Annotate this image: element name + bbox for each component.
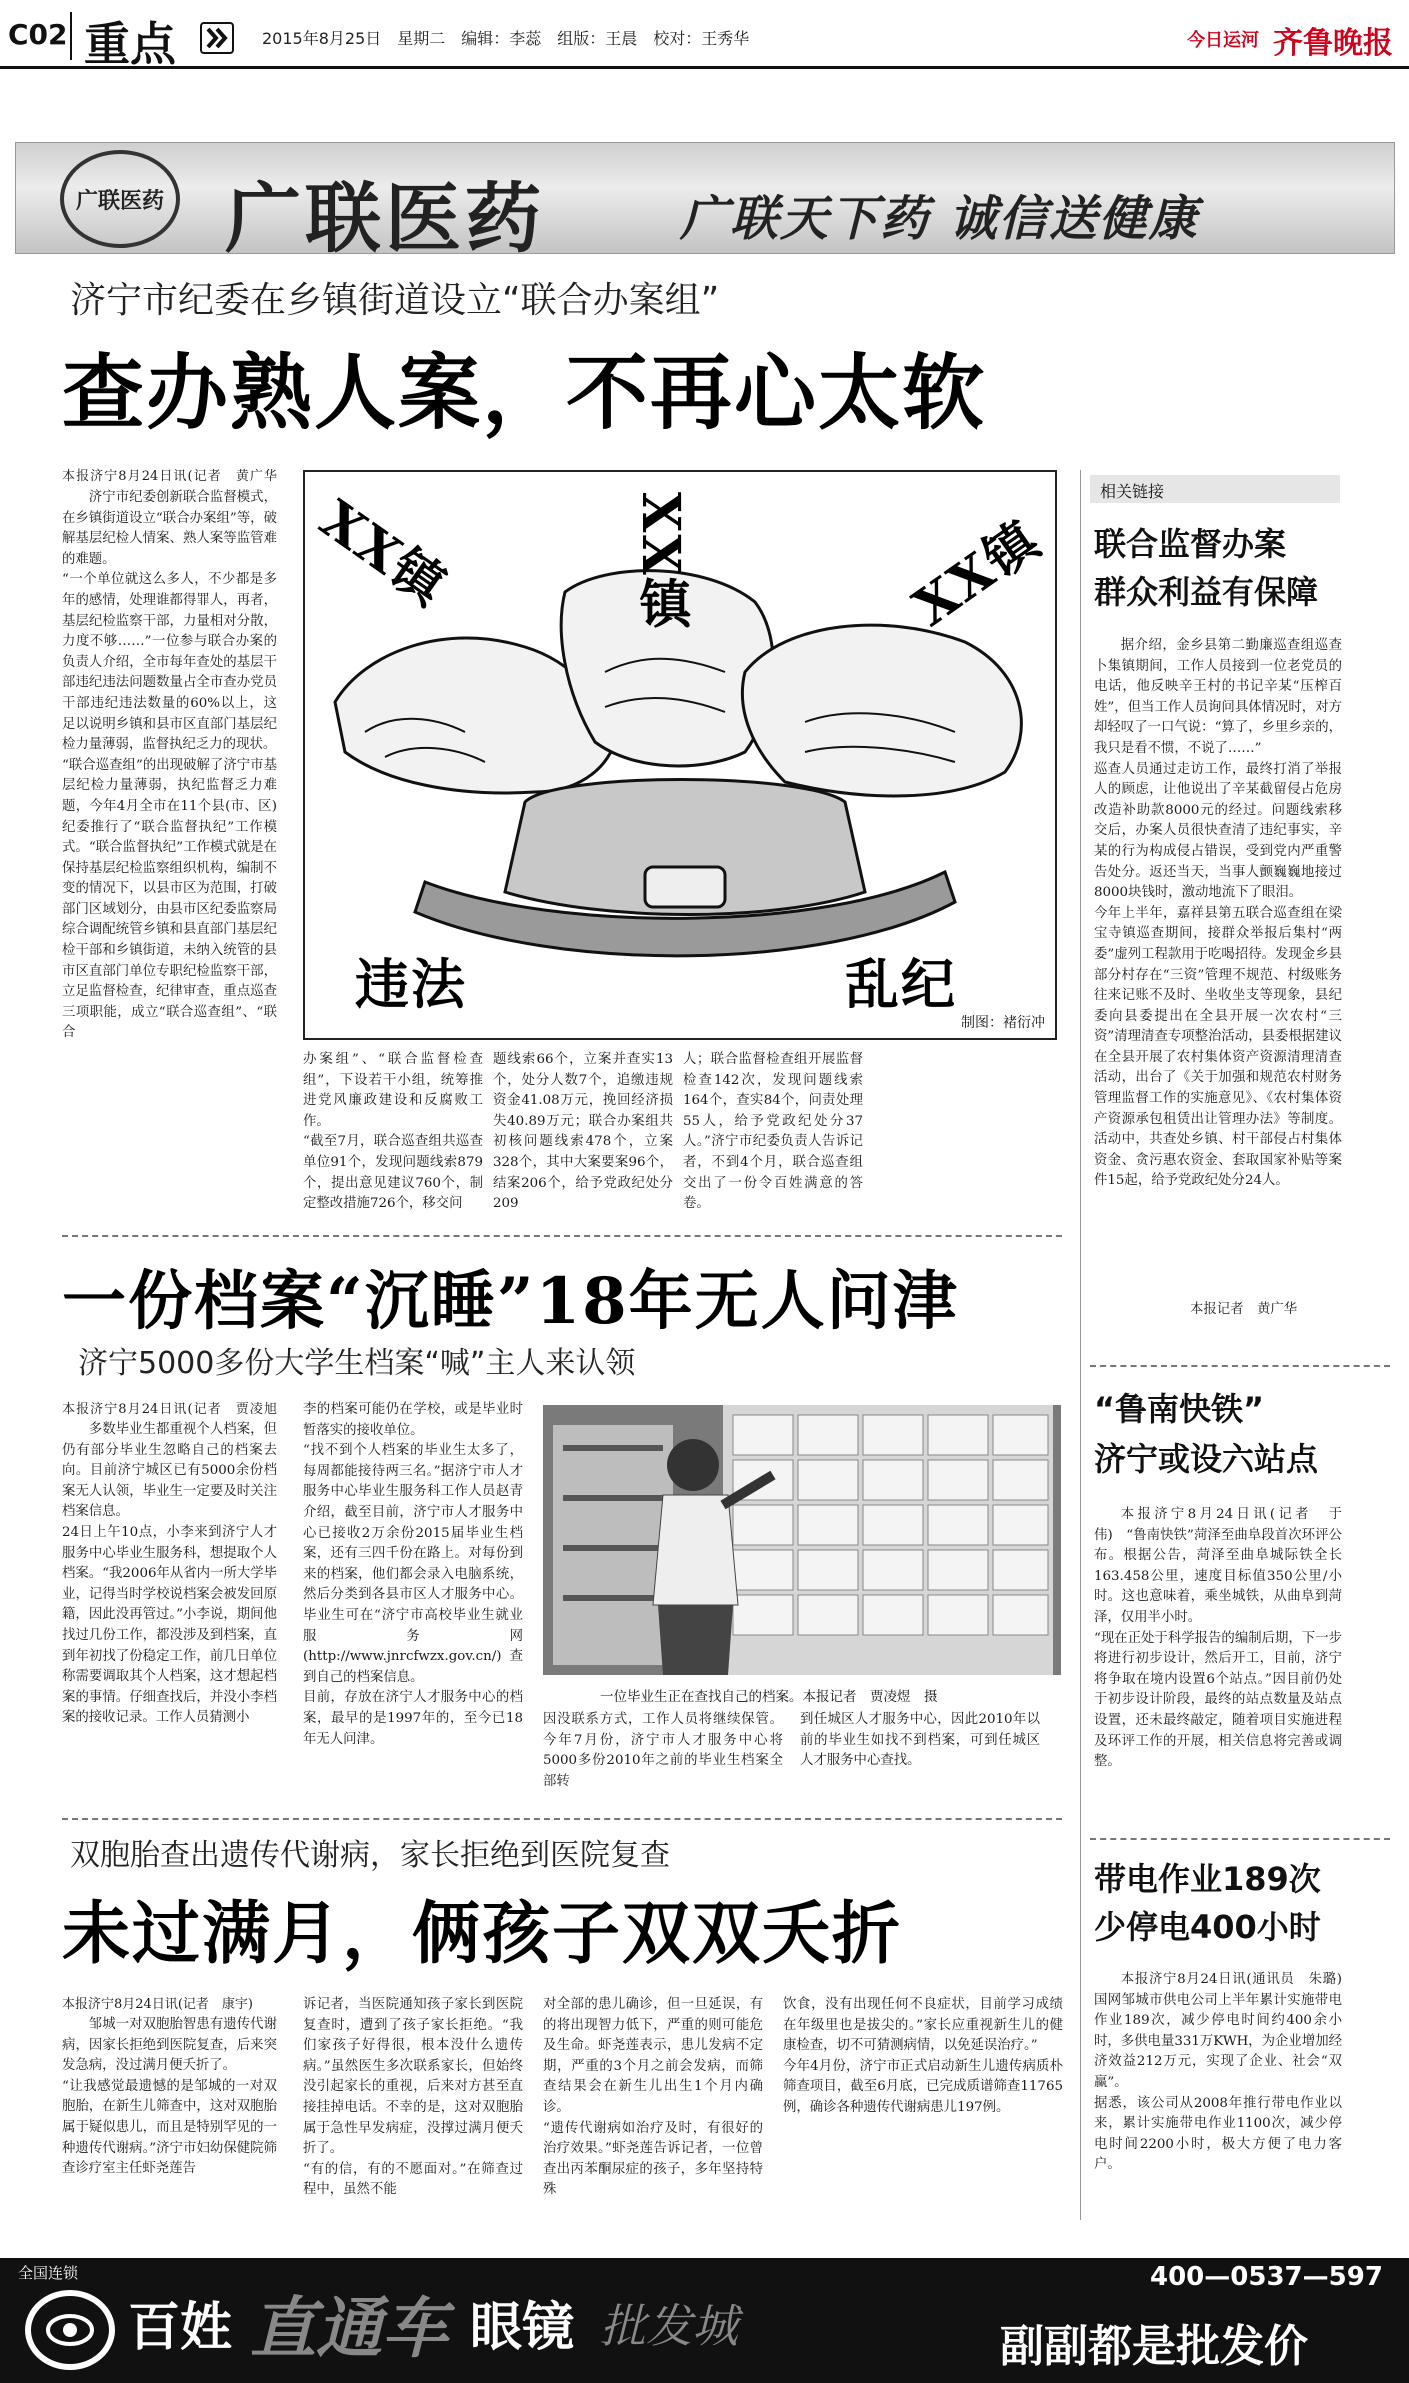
cartoon-label-right-fist: XX镇	[902, 508, 1052, 639]
story3-byline: 本报济宁8月24日讯(记者 康宇)	[62, 1997, 253, 2012]
footer-product: 眼镜	[470, 2298, 575, 2358]
story3-kicker: 双胞胎查出遗传代谢病，家长拒绝到医院复查	[70, 1838, 670, 1873]
story3-column-4: 饮食，没有出现任何不良症状，目前学习成绩在年级里也是拔尖的。”家长应重视新生儿的健康检查，切不可猜测病情，以免延误治疗。” 今年4月份，济宁市正式启动新生儿遗传病质朴筛查项目，截至6月底，已完成质谱筛查11765例，确诊各种遗传代谢病患儿197例。	[783, 1997, 1063, 2115]
section-title: 重点	[84, 17, 176, 71]
page-number: C02	[8, 18, 68, 51]
story1-column-3: 题线索66个，立案并查实13个，处分人数7个，追缴违规资金41.08万元，挽回经济损失40.89万元；联合办案组共初核问题线索478个，立案328个，其中大案要案96个，结案206个，给予党政纪处分209	[493, 1052, 673, 1212]
sidebar2-title-line2: 济宁或设六站点	[1094, 1440, 1319, 1478]
footer-slogan: 副副都是批发价	[1000, 2321, 1308, 2372]
ad-logo-seal	[60, 150, 180, 248]
sidebar1-title-line1: 联合监督办案	[1094, 525, 1287, 563]
footer-tag: 全国连锁	[18, 2264, 79, 2282]
archive-photo-drawing	[543, 1405, 1061, 1675]
footer-suffix: 批发城	[600, 2299, 738, 2353]
sidebar-divider-2	[1090, 1838, 1390, 1840]
ad-title: 广联医药	[225, 174, 545, 263]
story1-column-1: 济宁市纪委创新联合监督模式，在乡镇街道设立“联合办案组”等，破解基层纪检人情案、熟人案等监管难的难题。 “一个单位就这么多人，不少都是多年的感情，处理谁都得罪人，再者，基层纪检监察干部，力量相对分散，力度不够……”一位参与联合办案的负责人介绍，全市每年查处的基层干部违纪违法问题数量占全市查办党员干部违纪违法数量的60%以上，这足以说明乡镇和县市区直部门基层纪检力量薄弱，监督执纪乏力的现状。 “联合巡查组”的出现破解了济宁市基层纪检力量薄弱，执纪监督乏力难题，今年4月全市在11个县(市、区)纪委推行了“联合监督执纪”工作模式。“联合监督执纪”工作模式就是在保持基层纪检监察组织机构，编制不变的情况下，以县市区为范围，打破部门区域划分，由县市区纪委监察局综合调配统管乡镇和县直部门基层纪检干部和乡镇街道，未纳入统管的县市区直部门单位专职纪检监察干部，立足监督检查，纪律审查，重点巡查三项职能，成立“联合巡查组”、“联合	[62, 490, 277, 1041]
story2-column-1: 多数毕业生都重视个人档案，但仍有部分毕业生忽略自己的档案去向。目前济宁城区已有5000余份档案无人认领，毕业生一定要及时关注档案信息。 24日上午10点，小李来到济宁人才服务中心毕业生服务科，想提取个人档案。“我2006年从省内一所大学毕业，记得当时学校说档案会被发回原籍，因此没再管过。”小李说，期间他找过几份工作，都没涉及到档案，直到年初找了份稳定工作，前几日单位称需要调取其个人档案，这才想起档案的事情。仔细查找后，并没小李档案的接收记录。工作人员猜测小	[62, 1422, 277, 1726]
cartoon-illustration	[303, 470, 1057, 1040]
chevron-right-icon	[200, 22, 234, 54]
sidebar1-body: 据介绍，金乡县第二勤廉巡查组巡查卜集镇期间，工作人员接到一位老党员的电话，他反映辛王村的书记辛某“压榨百姓”，但当工作人员询问具体情况时，对方却轻叹了一口气说：“算了，乡里乡亲的，我只是看不惯，不说了……” 巡查人员通过走访工作，最终打消了举报人的顾虑，让他说出了辛某截留侵占危房改造补助款8000元的经过。问题线索移交后，办案人员很快查清了违纪事实，辛某的行为构成侵占错误，受到党内严重警告处分。返还当天，当事人颤巍巍地接过8000块钱时，激动地流下了眼泪。 今年上半年，嘉祥县第五联合巡查组在梁宝寺镇巡查期间，接群众举报后集村“两委”虚列工程款用于吃喝招待。发现金乡县部分村存在“三资”管理不规范、村级账务往来记账不及时、坐收坐支等现象，县纪委向县委提出在全县开展一次农村“三资”清理清查专项整治活动，县委根据建议在全县开展了农村集体资产资源清理清查活动，出台了《关于加强和规范农村财务管理监督工作的实施意见》、《农村集体资产资源承包租赁出让管理办法》等制度。活动中，共查处乡镇、村干部侵占村集体资金、贪污惠农资金、套取国家补贴等案件15起，给予党政纪处分24人。	[1094, 638, 1342, 1189]
ad-slogan: 广联天下药 诚信送健康	[680, 191, 1199, 247]
footer-brand: 百姓	[128, 2298, 233, 2358]
cartoon-credit: 制图：褚衍冲	[961, 1015, 1045, 1031]
sidebar2-title-line1: “鲁南快铁”	[1094, 1390, 1265, 1428]
story-divider-1	[62, 1235, 1062, 1237]
sidebar2-body: 本报济宁8月24日讯(记者 于伟) “鲁南快铁”菏泽至曲阜段首次环评公布。根据公告，菏泽至曲阜城际铁全长163.458公里，速度目标值350公里/小时。这也意味着，乘坐城铁，从曲阜到菏泽，仅用半小时。 “现在正处于科学报告的编制后期，下一步将进行初步设计，然后开工，目前，济宁将争取在境内设置6个站点。”因目前仍处于初步设计阶段，最终的站点数量及站点设置，还未最终敲定，随着项目实施进程及环评工作的开展，相关信息将完善或调整。	[1094, 1507, 1342, 1770]
sidebar1-signature: 本报记者 黄广华	[1190, 1302, 1298, 1317]
story2-column-2: 李的档案可能仍在学校，或是毕业时暂落实的接收单位。 “找不到个人档案的毕业生太多了，每周都能接待两三名。”据济宁市人才服务中心毕业生服务科工作人员赵青介绍，截至目前，济宁市人才服务中心已接收2万余份2015届毕业生档案，还有三四千份在路上。对每份到来的档案，他们都会录入电脑系统，然后分类到各县市区人才服务中心。毕业生可在“济宁市高校毕业生就业服务网(http://www.jnrcfwzx.gov.cn/)查到自己的档案信息。 目前，存放在济宁人才服务中心的档案，最早的是1997年的，至今已18年无人问津。	[303, 1402, 523, 1747]
eye-logo-icon	[25, 2290, 115, 2370]
cartoon-label-left-fist: XX镇	[309, 488, 458, 619]
sidebar1-title-line2: 群众利益有保障	[1094, 573, 1319, 611]
story-divider-2	[62, 1818, 1062, 1820]
story3-headline: 未过满月，俩孩子双双夭折	[62, 1894, 903, 1974]
newspaper-brand: 齐鲁晚报	[1273, 26, 1393, 61]
cartoon-word-right: 乱纪	[845, 952, 957, 1016]
cartoon-label-middle-fist: XX镇	[630, 492, 691, 631]
issue-meta: 2015年8月25日 星期二 编辑：李蕊 组版：王晨 校对：王秀华	[262, 29, 750, 48]
archive-photo	[543, 1405, 1061, 1675]
story1-column-4: 人；联合监督检查组开展监督检查142次，发现问题线索164个，查实84个，问责处理55人，给予党政纪处分37人。”济宁市纪委负责人告诉记者，不到4个月，联合巡查组交出了一份令百姓满意的答卷。	[683, 1052, 863, 1212]
archive-photo-caption: 一位毕业生正在查找自己的档案。本报记者 贾凌煜 摄	[600, 1689, 938, 1705]
story2-subhead: 济宁5000多份大学生档案“喊”主人来认领	[78, 1346, 636, 1381]
sidebar-tag: 相关链接	[1100, 482, 1165, 501]
story2-column-3: 因没联系方式，工作人员将继续保管。今年7月份，济宁市人才服务中心将5000多份2010年之前的毕业生档案全部转	[543, 1712, 783, 1789]
page-header	[0, 0, 1409, 74]
story3-column-2: 诉记者，当医院通知孩子家长到医院复查时，遭到了孩子家长拒绝。“我们家孩子好得很，根本没什么遗传病。”虽然医生多次联系家长，但始终没引起家长的重视，后来对方甚至直接挂掉电话。不幸的是，这对双胞胎属于急性早发病症，没撑过满月便夭折了。 “有的信，有的不愿面对。”在筛查过程中，虽然不能	[303, 1997, 523, 2198]
sidebar3-title-line2: 少停电400小时	[1094, 1908, 1321, 1946]
header-rule	[0, 66, 1409, 69]
story1-headline: 查办熟人案，不再心太软	[62, 345, 987, 441]
story1-byline: 本报济宁8月24日讯(记者 黄广华	[62, 469, 277, 484]
story2-headline: 一份档案“沉睡”18年无人问津	[62, 1264, 959, 1339]
footer-phone: 400—0537—597	[1150, 2262, 1383, 2292]
ad-logo-text: 广联医药	[75, 188, 164, 214]
sidebar3-title-line1: 带电作业189次	[1094, 1860, 1321, 1898]
cartoon-word-left: 违法	[355, 952, 467, 1016]
header-divider	[70, 12, 72, 60]
sidebar3-body: 本报济宁8月24日讯(通讯员 朱璐) 国网邹城市供电公司上半年累计实施带电作业189次，减少停电时间约400余小时，多供电量331万KWH，为企业增加经济效益212万元，实现了企业、社会“双赢”。 据悉，该公司从2008年推行带电作业以来，累计实施带电作业1100次，减少停电时间2200小时，极大方便了电力客户。	[1094, 1972, 1342, 2173]
footer-middle: 直通车	[250, 2290, 448, 2367]
story3-column-3: 对全部的患儿确诊，但一旦延误，有的将出现智力低下，严重的则可能危及生命。虾尧莲表示，患儿发病不定期，严重的3个月之前会发病，而筛查结果会在新生儿出生1个月内确诊。 “遗传代谢病如治疗及时，有很好的治疗效果。”虾尧莲告诉记者，一位曾查出丙苯酮尿症的孩子，多年坚持特殊	[543, 1997, 763, 2198]
column-name: 今日运河	[1187, 30, 1259, 51]
story1-column-2: 办案组”、“联合监督检查组”，下设若干小组，统筹推进党风廉政建设和反腐败工作。 “截至7月，联合巡查组共巡查单位91个，发现问题线索879个，提出意见建议760个，制定整改措施726个，移交问	[303, 1052, 483, 1212]
story2-byline: 本报济宁8月24日讯(记者 贾凌旭	[62, 1402, 277, 1417]
story2-column-4: 到任城区人才服务中心，因此2010年以前的毕业生如找不到档案，可到任城区人才服务中心查找。	[800, 1712, 1040, 1769]
story3-column-1: 邹城一对双胞胎智患有遗传代谢病，因家长拒绝到医院复查，后来突发急病，没过满月便夭折了。 “让我感觉最遗憾的是邹城的一对双胞胎，在新生儿筛查中，这对双胞胎属于疑似患儿，而且是特别罕见的一种遗传代谢病。”济宁市妇幼保健院筛查诊疗室主任虾尧莲告	[62, 2017, 277, 2177]
sidebar-rule	[1080, 470, 1081, 2220]
sidebar-divider-1	[1090, 1365, 1390, 1367]
story1-kicker: 济宁市纪委在乡镇街道设立“联合办案组”	[70, 280, 720, 321]
